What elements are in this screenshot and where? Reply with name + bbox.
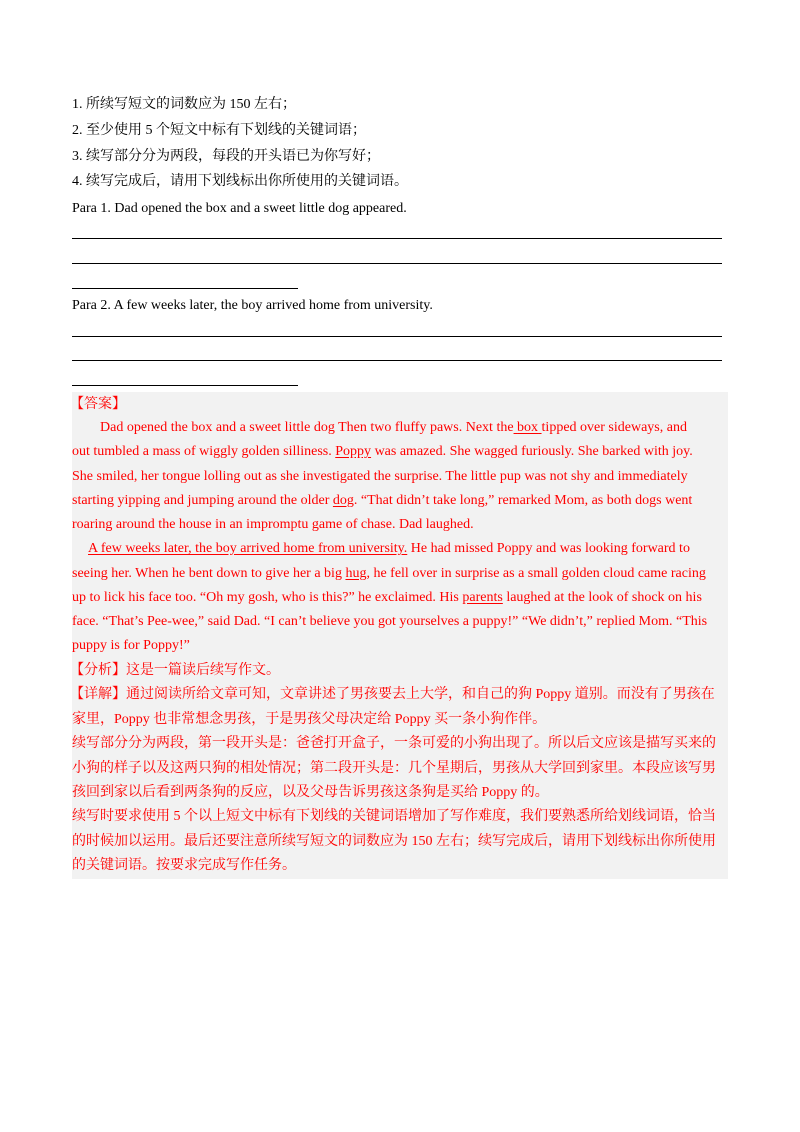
detail-label: 【详解】	[70, 687, 126, 702]
detail-line-3: 续写部分分为两段，第一段开头是：爸爸打开盒子，一条可爱的小狗出现了。所以后文应该是描写买来的	[72, 736, 716, 751]
keyword-box: box	[517, 420, 539, 435]
detail-line-8: 的关键词语。按要求完成写作任务。	[72, 858, 296, 873]
answer-p2-line3: up to lick his face too. “Oh my gosh, who is this?” he exclaimed. His parents laughed at the look of shock on his	[72, 590, 702, 605]
writing-line	[72, 288, 298, 289]
para2-lead: A few weeks later, the boy arrived home from university.	[88, 541, 408, 556]
detail-line-6: 续写时要求使用 5 个以上短文中标有下划线的关键词语增加了写作难度，我们要熟悉所给划线词语，恰当	[72, 809, 716, 824]
keyword-dog: dog	[332, 493, 354, 508]
keyword-hug: hug	[345, 566, 367, 581]
writing-line	[72, 385, 298, 386]
para1-prompt: Para 1. Dad opened the box and a sweet little dog appeared.	[72, 201, 407, 216]
keyword-poppy: Poppy	[335, 444, 372, 459]
requirement-4: 4. 续写完成后，请用下划线标出你所使用的关键词语。	[72, 174, 408, 189]
answer-section	[72, 392, 728, 879]
answer-p2-line5: puppy is for Poppy!”	[72, 638, 190, 653]
detail-line-1: 【详解】通过阅读所给文章可知，文章讲述了男孩要去上大学，和自己的狗 Poppy 道别。而没有了男孩在	[70, 687, 715, 702]
detail-line-7: 的时候加以运用。最后还要注意所续写短文的词数应为 150 左右；续写完成后，请用下划线标出你所使用	[72, 834, 716, 849]
answer-label: 【答案】	[70, 397, 126, 412]
requirement-1: 1. 所续写短文的词数应为 150 左右；	[72, 97, 296, 112]
writing-line	[72, 238, 722, 239]
writing-line	[72, 263, 722, 264]
answer-p2-line1: A few weeks later, the boy arrived home from university. He had missed Poppy and was looking forward to	[88, 541, 690, 556]
detail-line-5: 孩回到家以后看到两条狗的反应，以及父母告诉男孩这条狗是买给 Poppy 的。	[72, 785, 549, 800]
answer-p1-line4: starting yipping and jumping around the older dog. “That didn’t take long,” remarked Mom, as both dogs went	[72, 493, 693, 508]
requirement-3: 3. 续写部分分为两段，每段的开头语已为你写好；	[72, 149, 380, 164]
answer-p1-line2: out tumbled a mass of wiggly golden silliness. Poppy was amazed. She wagged furiously. She barked with joy.	[72, 444, 693, 459]
answer-p1-line5: roaring around the house in an impromptu game of chase. Dad laughed.	[72, 517, 474, 532]
detail-line-2: 家里，Poppy 也非常想念男孩，于是男孩父母决定给 Poppy 买一条小狗作伴。	[72, 712, 547, 727]
analysis-label: 【分析】	[70, 663, 126, 678]
writing-line	[72, 336, 722, 337]
detail-line-4: 小狗的样子以及这两只狗的相处情况；第二段开头是：几个星期后，男孩从大学回到家里。本段应该写男	[72, 761, 716, 776]
answer-p2-line2: seeing her. When he bent down to give her a big hug, he fell over in surprise as a small golden cloud came racing	[72, 566, 706, 581]
para2-prompt: Para 2. A few weeks later, the boy arrived home from university.	[72, 298, 433, 313]
writing-line	[72, 360, 722, 361]
answer-p1-line1: Dad opened the box and a sweet little dog Then two fluffy paws. Next the box tipped over sideways, and	[100, 420, 687, 435]
analysis-line: 【分析】这是一篇读后续写作文。	[70, 663, 280, 678]
requirement-2: 2. 至少使用 5 个短文中标有下划线的关键词语；	[72, 123, 366, 138]
keyword-parents: parents	[462, 590, 503, 605]
answer-p2-line4: face. “That’s Pee-wee,” said Dad. “I can’t believe you got yourselves a puppy!” “We didn’t,” replied Mom. “This	[72, 614, 708, 629]
answer-p1-line3: She smiled, her tongue lolling out as she investigated the surprise. The little pup was not shy and immediately	[72, 469, 688, 484]
